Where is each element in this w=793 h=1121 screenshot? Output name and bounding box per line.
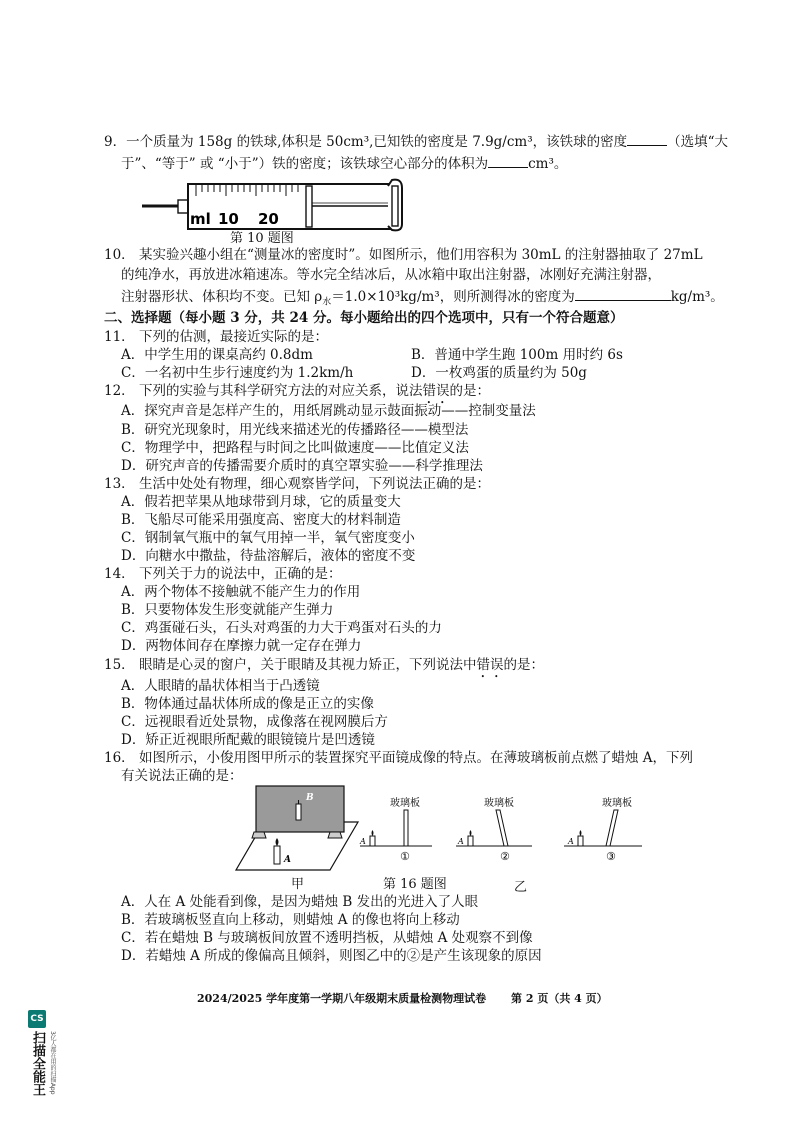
q10-line3: 注射器形状、体积均不变。已知 $\rho_水=1.0\times 10^3kg/m^3$，则所测得冰的密度为 kg/m³。 — [121, 286, 724, 312]
figure-16-jia — [230, 780, 362, 880]
q13-option-d: D．向糖水中撒盐，待盐溶解后，液体的密度不变 — [121, 548, 416, 564]
q10-blank-density — [575, 286, 671, 301]
section-2-heading: 二、选择题（每小题 3 分，共 24 分。每小题给出的四个选项中，只有一个符合题意） — [104, 310, 624, 326]
q14-option-c: C．鸡蛋碰石头，石头对鸡蛋的力大于鸡蛋对石头的力 — [121, 620, 442, 636]
panel-number-2: ② — [500, 850, 510, 863]
q9-line1: 9．一个质量为 158g 的铁球,体积是 50cm³,已知铁的密度是 7.9g/cm³，该铁球的密度 （选填“大 — [104, 131, 728, 151]
q10-line1: 10． 某实验兴趣小组在“测量冰的密度时”。如图所示，他们用容积为 30mL 的注射器抽取了 27mL — [104, 247, 703, 263]
q11-stem: 11． 下列的估测，最接近实际的是： — [104, 329, 328, 345]
q11-option-d: D．一枚鸡蛋的质量约为 50g — [411, 365, 587, 381]
q15-option-c: C．远视眼看近处景物，成像落在视网膜后方 — [121, 714, 388, 730]
q11-option-c: C．一名初中生步行速度约为 1.2km/h — [121, 365, 354, 381]
q15-option-a: A．人眼睛的晶状体相当于凸透镜 — [121, 678, 320, 694]
candle-b-label: B — [306, 793, 314, 803]
q12-stem: 12． 下列的实验与其科学研究方法的对应关系，说法错误的是： — [104, 383, 490, 399]
syringe-figure — [140, 176, 410, 232]
q12-option-c: C．物理学中，把路程与时间之比叫做速度——比值定义法 — [121, 440, 469, 456]
q12-option-a: A．探究声音是怎样产生的，用纸屑跳动显示鼓面振动——控制变量法 — [121, 403, 536, 419]
q16-option-d: D．若蜡烛 A 所成的像偏高且倾斜，则图乙中的②是产生该现象的原因 — [121, 948, 542, 964]
q13-option-b: B．飞船尽可能采用强度高、密度大的材料制造 — [121, 512, 401, 528]
panel-number-1: ① — [400, 850, 410, 863]
q15-stem: 15． 眼睛是心灵的窗户，关于眼睛及其视力矫正，下列说法中错误的是： — [104, 657, 544, 673]
figure-16-yi — [356, 796, 646, 866]
panel3-candle-a: A — [568, 837, 574, 846]
panel-number-3: ③ — [606, 850, 616, 863]
figure-16-jia-label: 甲 — [291, 877, 305, 892]
q14-option-b: B．只要物体发生形变就能产生弹力 — [121, 602, 334, 618]
q15-option-b: B．物体通过晶状体所成的像是正立的实像 — [121, 696, 374, 712]
panel1-candle-a: A — [360, 837, 366, 846]
footer-exam-title: 2024/2025 学年度第一学期八年级期末质量检测物理试卷 — [197, 992, 487, 1005]
q12-option-d: D．研究声音的传播需要介质时的真空罩实验——科学推理法 — [121, 458, 483, 474]
q15-option-d: D．矫正近视眼所配戴的眼镜镜片是凹透镜 — [121, 732, 375, 748]
q10-line2: 的纯净水，再放进冰箱速冻。等水完全结冰后，从冰箱中取出注射器，冰刚好充满注射器， — [121, 267, 661, 283]
scanner-app-name: 扫描全能王 — [30, 1031, 45, 1096]
q10-figure-caption: 第 10 题图 — [230, 231, 294, 246]
q16-stem-2: 有关说法正确的是： — [121, 768, 243, 784]
q13-option-c: C．钢制氧气瓶中的氧气用掉一半，氧气密度变小 — [121, 530, 415, 546]
q11-option-b: B．普通中学生跑 100m 用时约 6s — [411, 347, 623, 363]
q16-stem-1: 16． 如图所示，小俊用图甲所示的装置探究平面镜成像的特点。在薄玻璃板前点燃了蜡烛 A，下列 — [104, 750, 694, 766]
scanner-watermark — [28, 1010, 56, 1110]
panel2-candle-a: A — [458, 837, 464, 846]
q14-option-d: D．两物体间存在摩擦力就一定存在弹力 — [121, 638, 362, 654]
syringe-ml-label: ml — [190, 210, 211, 228]
q9-blank-volume — [488, 153, 528, 168]
scanner-tagline: 3亿人都在用的扫描App — [49, 1031, 56, 1095]
candle-a-label: A — [284, 855, 291, 865]
q14-option-a: A．两个物体不接触就不能产生力的作用 — [121, 584, 361, 600]
glass-label-1: 玻璃板 — [390, 798, 420, 809]
q13-option-a: A．假若把苹果从地球带到月球，它的质量变大 — [121, 494, 401, 510]
q14-stem: 14． 下列关于力的说法中，正确的是： — [104, 566, 342, 582]
footer-page-number: 第 2 页（共 4 页） — [511, 992, 608, 1005]
q9-line2: 于”、“等于” 或 “小于”）铁的密度；该铁球空心部分的体积为 cm³。 — [121, 153, 567, 173]
cs-logo-icon: CS — [28, 1010, 46, 1028]
q16-option-a: A．人在 A 处能看到像，是因为蜡烛 B 发出的光进入了人眼 — [121, 894, 479, 910]
q11-option-a: A．中学生用的课桌高约 0.8dm — [121, 347, 313, 363]
syringe-10-label: 10 — [218, 210, 239, 228]
figure-16-caption: 第 16 题图 — [383, 877, 447, 892]
figure-16-yi-label: 乙 — [514, 880, 528, 895]
q13-stem: 13． 生活中处处有物理，细心观察皆学问，下列说法正确的是： — [104, 476, 490, 492]
q16-option-c: C．若在蜡烛 B 与玻璃板间放置不透明挡板，从蜡烛 A 处观察不到像 — [121, 930, 533, 946]
q16-option-b: B．若玻璃板竖直向上移动，则蜡烛 A 的像也将向上移动 — [121, 912, 460, 928]
syringe-20-label: 20 — [258, 210, 279, 228]
glass-label-3: 玻璃板 — [602, 798, 632, 809]
q12-option-b: B．研究光现象时，用光线来描述光的传播路径——模型法 — [121, 422, 469, 438]
q9-blank-compare — [627, 131, 667, 146]
glass-label-2: 玻璃板 — [484, 798, 514, 809]
